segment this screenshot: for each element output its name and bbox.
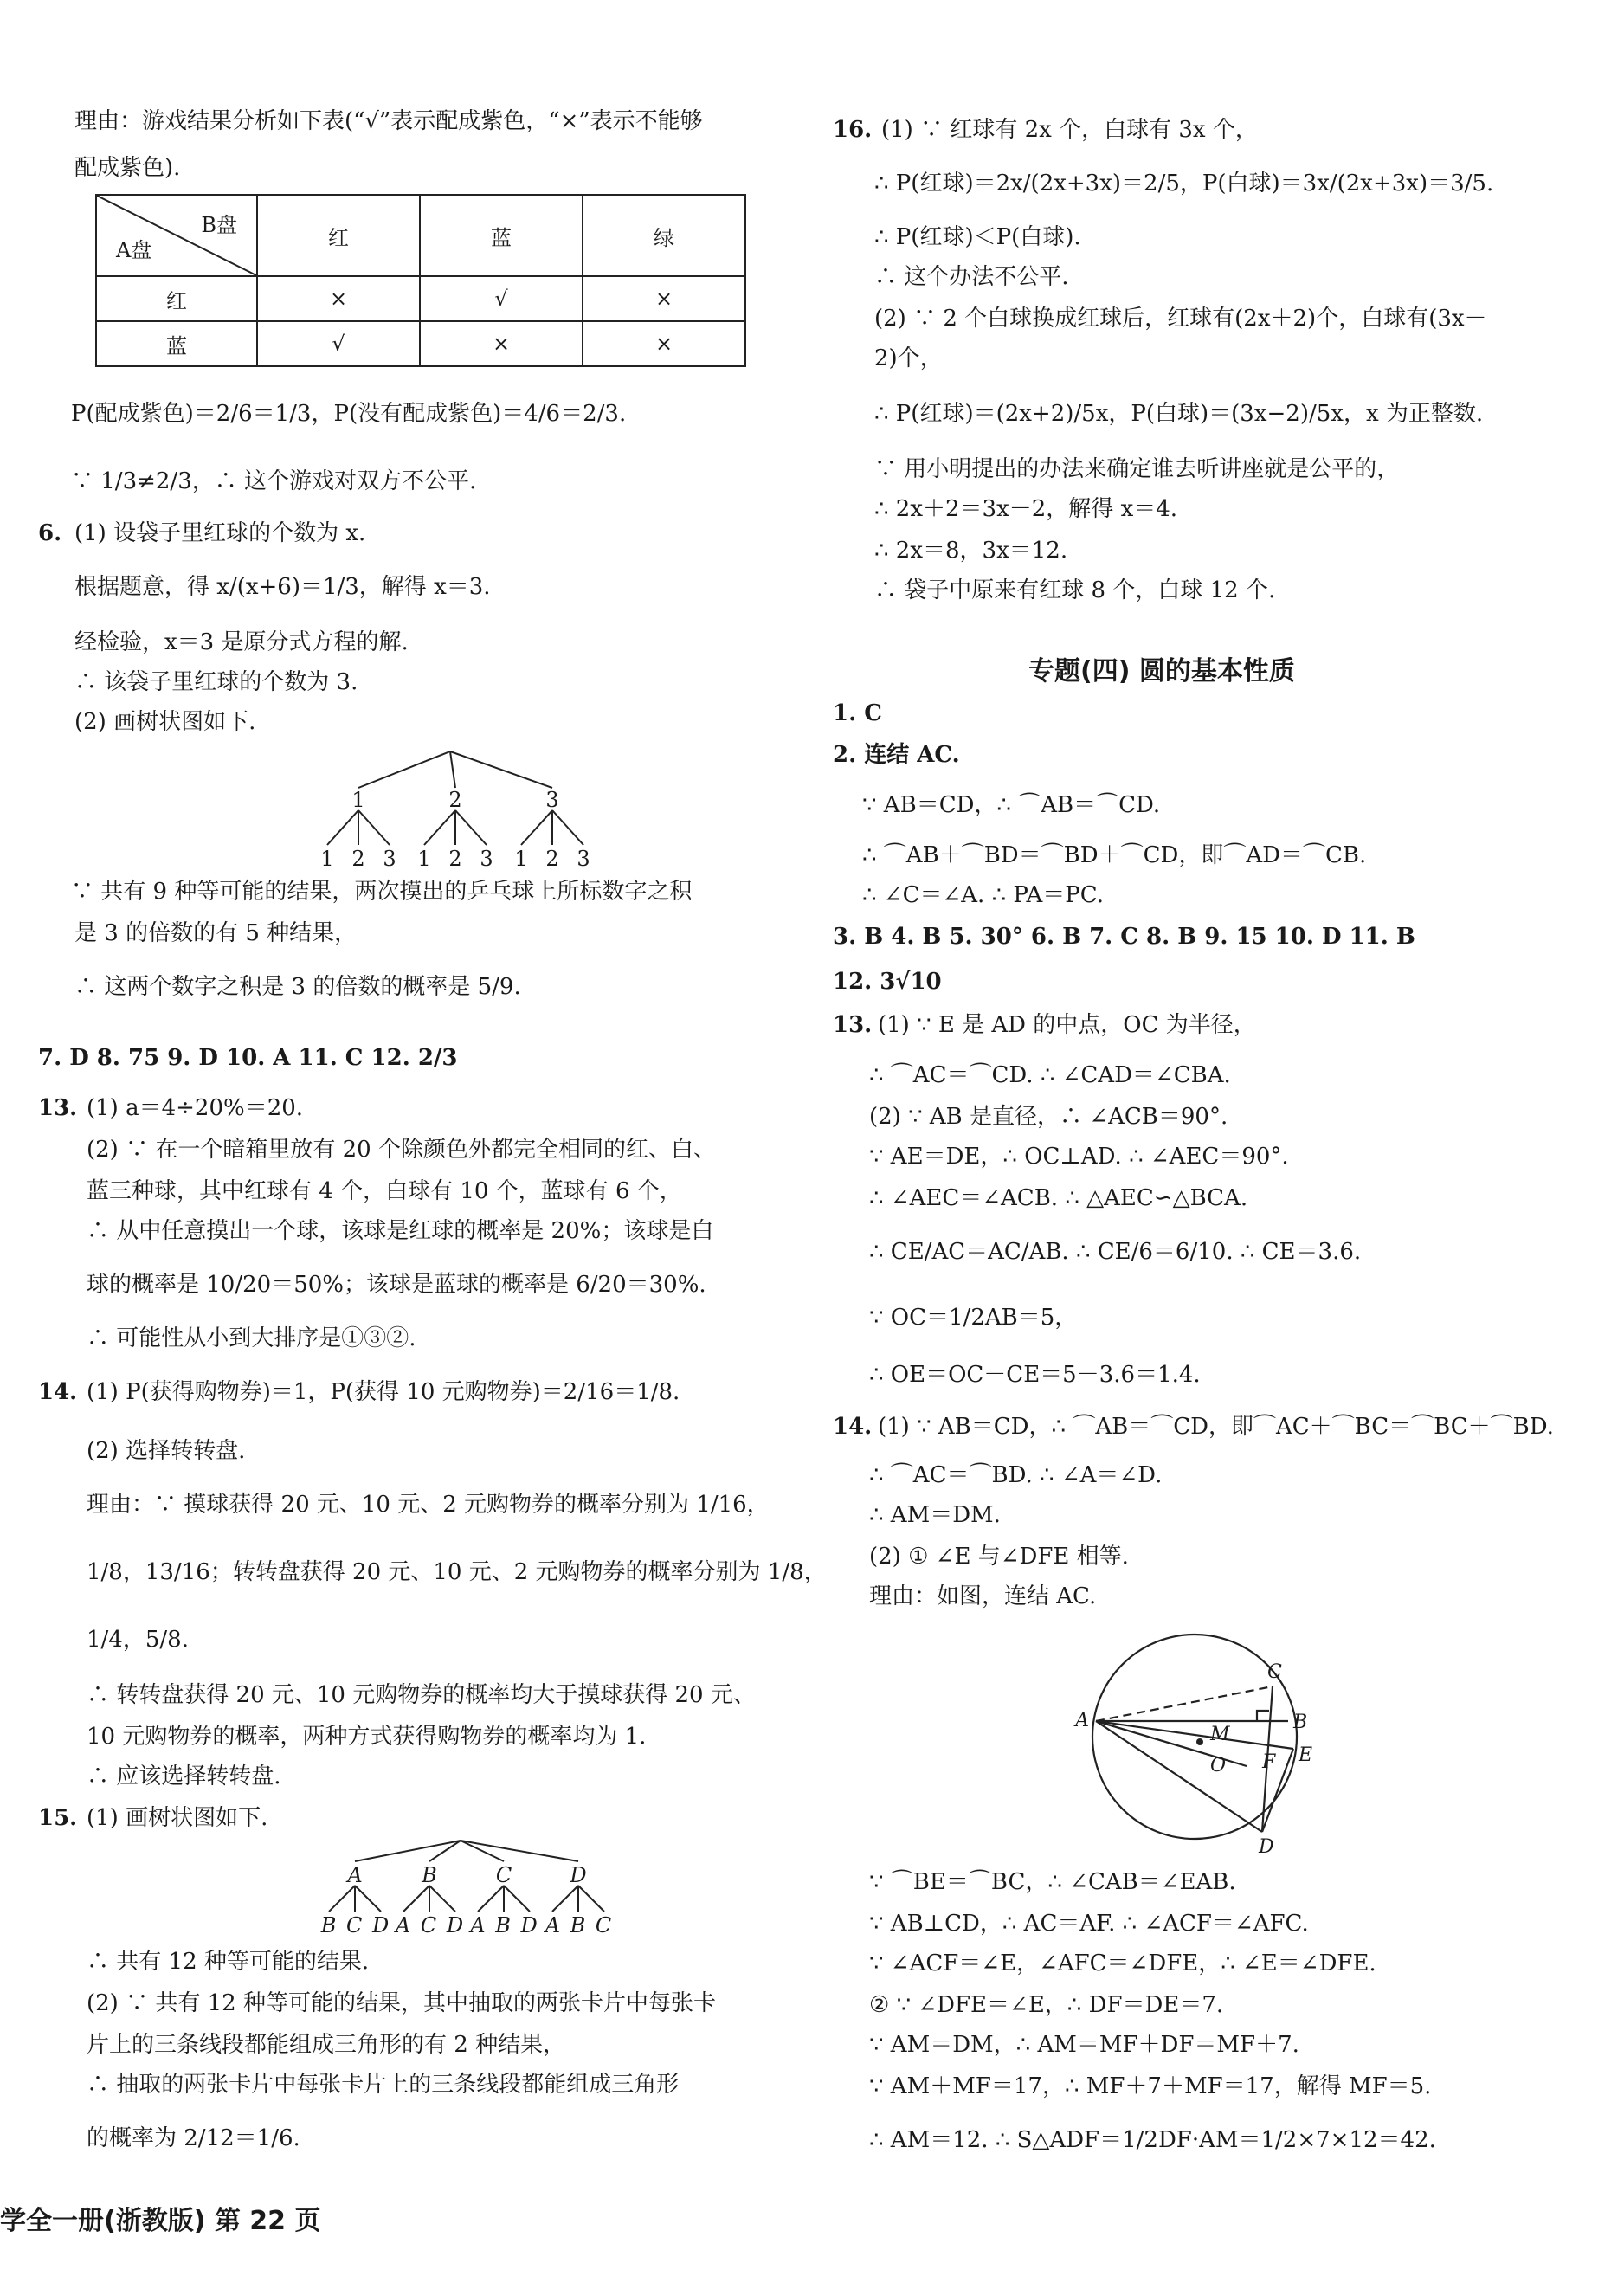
circle-figure xyxy=(1075,1621,1314,1858)
point-label: M xyxy=(1210,1724,1230,1745)
answer-line: 2. 连结 AC. xyxy=(833,742,960,768)
text-line: ∵ AB＝CD，∴ ⌒AB＝⌒CD. xyxy=(862,792,1161,818)
tree-leaf: B C D xyxy=(320,1913,390,1938)
page-footer: 学全一册(浙教版) 第 22 页 xyxy=(0,2206,321,2236)
question-number: 6. xyxy=(38,520,62,546)
text-line: ∴ 该袋子里红球的个数为 3. xyxy=(74,669,358,695)
point-label: D xyxy=(1259,1836,1274,1858)
table-cell: × xyxy=(583,276,745,321)
text-line: ∴ ⌒AC＝⌒BD. ∴ ∠A＝∠D. xyxy=(869,1462,1163,1488)
tree-node: 1 xyxy=(351,788,365,812)
text-line: (2) ∵ 2 个白球换成红球后，红球有(2x＋2)个，白球有(3x－ xyxy=(874,306,1487,332)
tree-node: D xyxy=(570,1863,587,1887)
text-line: (2) ∵ 在一个暗箱里放有 20 个除颜色外都完全相同的红、白、 xyxy=(87,1137,716,1163)
tree-leaf: 3 xyxy=(480,847,493,871)
text-line: ∴ CE/AC＝AC/AB. ∴ CE/6＝6/10. ∴ CE＝3.6. xyxy=(869,1239,1362,1265)
table-header: 蓝 xyxy=(420,195,583,276)
point-label: O xyxy=(1210,1755,1227,1776)
question-number: 16. xyxy=(833,117,873,143)
table-header: 绿 xyxy=(583,195,745,276)
tree-leaf: 3 xyxy=(577,847,590,871)
table-corner-cell xyxy=(96,195,257,276)
text-line: ∵ OC＝1/2AB＝5， xyxy=(869,1305,1078,1331)
text-line: ∵ AE＝DE，∴ OC⊥AD. ∴ ∠AEC＝90°. xyxy=(869,1144,1289,1170)
text-line: 配成紫色). xyxy=(74,155,181,181)
text-line: (1) ∵ E 是 AD 的中点，OC 为半径， xyxy=(878,1012,1256,1038)
text-line: 2)个， xyxy=(874,345,943,371)
tree-leaf: A C D xyxy=(395,1913,464,1938)
text-line: ∴ P(红球)＝(2x+2)/5x，P(白球)＝(3x−2)/5x，x 为正整数. xyxy=(874,401,1484,427)
text-line: ∴ P(红球)＜P(白球). xyxy=(874,224,1081,250)
text-line: ∴ AM＝12. ∴ S△ADF＝1/2DF·AM＝1/2×7×12＝42. xyxy=(869,2127,1436,2153)
text-line: ② ∵ ∠DFE＝∠E，∴ DF＝DE＝7. xyxy=(869,1992,1224,2018)
table-cell: × xyxy=(257,276,420,321)
question-number: 14. xyxy=(833,1414,873,1440)
text-line: ∵ 共有 9 种等可能的结果，两次摸出的乒乓球上所标数字之积 xyxy=(71,879,693,905)
text-line: ∵ 用小明提出的办法来确定谁去听讲座就是公平的， xyxy=(874,456,1400,482)
tree-leaf: 1 xyxy=(320,847,334,871)
text-line: ∴ 袋子中原来有红球 8 个，白球 12 个. xyxy=(874,577,1276,603)
question-number: 14. xyxy=(38,1379,78,1405)
tree-leaf: A B D xyxy=(470,1913,538,1938)
text-line: 1/8，13/16；转转盘获得 20 元、10 元、2 元购物券的概率分别为 1/8， xyxy=(87,1559,827,1585)
text-line: ∴ 2x＝8，3x＝12. xyxy=(874,538,1068,564)
text-line: ∴ OE＝OC－CE＝5－3.6＝1.4. xyxy=(869,1362,1201,1388)
text-line: 是 3 的倍数的有 5 种结果， xyxy=(74,920,358,946)
answer-line: 7. D 8. 75 9. D 10. A 11. C 12. 2/3 xyxy=(38,1045,458,1071)
tree-leaf: 3 xyxy=(383,847,396,871)
row-label: 蓝 xyxy=(96,321,257,366)
point-label: B xyxy=(1293,1712,1308,1733)
question-number: 15. xyxy=(38,1805,78,1831)
text-line: ∵ ⌒BE＝⌒BC，∴ ∠CAB＝∠EAB. xyxy=(869,1869,1236,1895)
text-line: ∴ 应该选择转转盘. xyxy=(87,1763,281,1789)
text-line: (2) 画树状图如下. xyxy=(74,709,256,735)
text-line: 根据题意，得 x/(x+6)＝1/3，解得 x＝3. xyxy=(74,574,491,600)
tree-leaf: 2 xyxy=(351,847,365,871)
text-line: (2) ∵ 共有 12 种等可能的结果，其中抽取的两张卡片中每张卡 xyxy=(87,1990,716,2016)
text-line: ∵ 1/3≠2/3，∴ 这个游戏对双方不公平. xyxy=(71,468,477,494)
tree-leaf: 1 xyxy=(514,847,528,871)
tree-node: B xyxy=(422,1863,437,1887)
table-header: 红 xyxy=(257,195,420,276)
text-line: ∴ P(红球)＝2x/(2x+3x)＝2/5，P(白球)＝3x/(2x+3x)＝3/5. xyxy=(874,171,1494,197)
answer-line: 3. B 4. B 5. 30° 6. B 7. C 8. B 9. 15 10. D 11. B xyxy=(833,924,1415,950)
text-line: 理由：游戏结果分析如下表(“√”表示配成紫色，“×”表示不能够 xyxy=(74,108,703,134)
point-label: A xyxy=(1075,1710,1089,1731)
text-line: 1/4，5/8. xyxy=(87,1627,189,1653)
text-line: 球的概率是 10/20＝50%；该球是蓝球的概率是 6/20＝30%. xyxy=(87,1272,706,1298)
point-label: F xyxy=(1262,1751,1276,1773)
text-line: 蓝三种球，其中红球有 4 个，白球有 10 个，蓝球有 6 个， xyxy=(87,1178,682,1204)
text-line: ∴ 这两个数字之积是 3 的倍数的概率是 5/9. xyxy=(74,974,521,1000)
text-line: ∴ AM＝DM. xyxy=(869,1502,1001,1528)
tree-leaf: 1 xyxy=(417,847,431,871)
point-label: C xyxy=(1267,1661,1282,1683)
text-line: ∴ ⌒AB＋⌒BD＝⌒BD＋⌒CD，即⌒AD＝⌒CB. xyxy=(862,842,1367,868)
tree-node: 2 xyxy=(448,788,462,812)
text-line: ∴ 抽取的两张卡片中每张卡片上的三条线段都能组成三角形 xyxy=(87,2072,680,2098)
answer-line: 1. C xyxy=(833,700,882,726)
corner-label-b: B盘 xyxy=(201,213,237,237)
table-cell: √ xyxy=(257,321,420,366)
text-line: (1) P(获得购物券)＝1，P(获得 10 元购物券)＝2/16＝1/8. xyxy=(87,1379,680,1405)
row-label: 红 xyxy=(96,276,257,321)
text-line: (2) ∵ AB 是直径，∴ ∠ACB＝90°. xyxy=(869,1104,1228,1130)
text-line: (2) 选择转转盘. xyxy=(87,1438,246,1464)
text-line: (1) a＝4÷20%＝20. xyxy=(87,1095,304,1121)
text-line: ∴ ∠AEC＝∠ACB. ∴ △AEC∽△BCA. xyxy=(869,1185,1248,1211)
text-line: (1) 设袋子里红球的个数为 x. xyxy=(74,520,366,546)
text-line: 片上的三条线段都能组成三角形的有 2 种结果， xyxy=(87,2032,566,2058)
text-line: ∴ ∠C＝∠A. ∴ PA＝PC. xyxy=(862,882,1104,908)
text-line: (1) ∵ AB＝CD，∴ ⌒AB＝⌒CD，即⌒AC＋⌒BC＝⌒BC＋⌒BD. xyxy=(878,1414,1554,1440)
text-line: ∴ 2x＋2＝3x－2，解得 x＝4. xyxy=(874,496,1178,522)
tree-node: 3 xyxy=(545,788,559,812)
text-line: ∵ AM＋MF＝17，∴ MF＋7＋MF＝17，解得 MF＝5. xyxy=(869,2073,1432,2099)
table-cell: × xyxy=(583,321,745,366)
tree-node: A xyxy=(347,1863,363,1887)
tree-leaf: 2 xyxy=(545,847,559,871)
text-line: (1) ∵ 红球有 2x 个，白球有 3x 个， xyxy=(881,117,1258,143)
text-line: P(配成紫色)＝2/6＝1/3，P(没有配成紫色)＝4/6＝2/3. xyxy=(71,401,627,427)
text-line: 经检验，x＝3 是原分式方程的解. xyxy=(74,629,409,655)
table-cell: × xyxy=(420,321,583,366)
center-dot xyxy=(1196,1738,1203,1745)
game-result-table xyxy=(95,194,746,367)
text-line: ∴ 从中任意摸出一个球，该球是红球的概率是 20%；该球是白 xyxy=(87,1218,714,1244)
text-line: ∵ AM＝DM，∴ AM＝MF＋DF＝MF＋7. xyxy=(869,2032,1299,2058)
tree-node: C xyxy=(495,1863,512,1887)
corner-label-a: A盘 xyxy=(116,238,152,262)
text-line: ∴ ⌒AC＝⌒CD. ∴ ∠CAD＝∠CBA. xyxy=(869,1062,1231,1088)
tree-diagram-1 xyxy=(277,745,641,874)
text-line: 理由：∵ 摸球获得 20 元、10 元、2 元购物券的概率分别为 1/16， xyxy=(87,1492,770,1518)
text-line: ∴ 转转盘获得 20 元、10 元购物券的概率均大于摸球获得 20 元、 xyxy=(87,1682,756,1708)
question-number: 13. xyxy=(38,1095,78,1121)
text-line: ∴ 这个办法不公平. xyxy=(874,264,1069,290)
text-line: 10 元购物券的概率，两种方式获得购物券的概率均为 1. xyxy=(87,1724,647,1750)
section-title: 专题(四) 圆的基本性质 xyxy=(1028,656,1295,687)
tree-diagram-2 xyxy=(268,1835,632,1939)
text-line: ∴ 共有 12 种等可能的结果. xyxy=(87,1949,370,1975)
table-cell: √ xyxy=(420,276,583,321)
text-line: (2) ① ∠E 与∠DFE 相等. xyxy=(869,1544,1129,1570)
point-label: E xyxy=(1299,1744,1313,1766)
text-line: ∴ 可能性从小到大排序是①③②. xyxy=(87,1325,416,1351)
answer-line: 12. 3√10 xyxy=(833,969,942,995)
tree-leaf: A B C xyxy=(545,1913,612,1938)
text-line: ∵ AB⊥CD，∴ AC＝AF. ∴ ∠ACF＝∠AFC. xyxy=(869,1911,1309,1937)
text-line: 理由：如图，连结 AC. xyxy=(869,1583,1097,1609)
tree-leaf: 2 xyxy=(448,847,462,871)
text-line: ∵ ∠ACF＝∠E，∠AFC＝∠DFE，∴ ∠E＝∠DFE. xyxy=(869,1950,1376,1976)
question-number: 13. xyxy=(833,1012,873,1038)
text-line: (1) 画树状图如下. xyxy=(87,1805,268,1831)
text-line: 的概率为 2/12＝1/6. xyxy=(87,2125,300,2151)
